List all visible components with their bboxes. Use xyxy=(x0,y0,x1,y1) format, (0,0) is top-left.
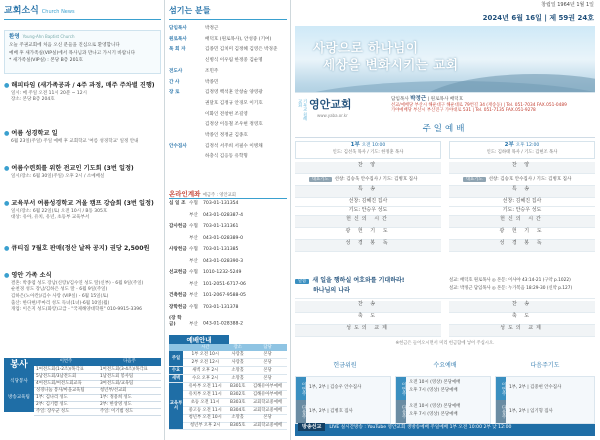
table-row: 2부: 김기쁨 성도 2부: 한상영 성도 xyxy=(34,401,161,408)
wednesday-service: 이번주 다음주 오전 10시 (영상) 본당예배 오후 7시 (영상) 본당예배 오전 10시 (영상) 본당예배 오후 7시 (영상) 본당예배 xyxy=(395,376,491,424)
order-item: 특 송 xyxy=(295,186,441,198)
service-guide-table xyxy=(169,344,287,430)
order-item: 기도: 안승우 성도 xyxy=(295,207,441,216)
account-type: 감사헌금 xyxy=(169,224,187,229)
staff-row xyxy=(169,47,287,53)
account-number: 101-2051-6717-06 xyxy=(203,281,246,287)
broadcast-bar xyxy=(295,424,595,436)
table-cell: 소망홀 xyxy=(227,367,248,375)
order-detail: 선창: 김승호 안수집사 / 기도: 김병호 집사 xyxy=(488,177,572,182)
staff-row xyxy=(169,112,287,118)
account-number: 703-01-131378 xyxy=(203,304,239,310)
staff-role: 안수집사 xyxy=(169,143,187,149)
table-cell: 본당 xyxy=(248,375,287,383)
church-news-header xyxy=(4,6,161,20)
table-cell: 교회학교중예배 xyxy=(248,422,287,430)
order-item: 찬 양 xyxy=(449,162,595,174)
address-line: 선교/예배당 부산시 해운대구 해운대로 79번길 34 (재송동) | Tel. 051-7034 FAX.051-0489 xyxy=(391,102,567,108)
news-item-line: 순천경 성도 장남/김하은 성도 딸 - 6월 9일(주일) xyxy=(11,287,108,293)
events-header: 헌금위원 수요예배 다음주기도 xyxy=(333,362,560,369)
table-header: 시간 xyxy=(183,344,227,351)
table-row: 5남전도회/3남전도회 1남전도회 봉사팀 xyxy=(34,373,161,380)
bulletin-front xyxy=(291,0,600,440)
staff-row xyxy=(169,154,287,160)
bank-name: 부산 xyxy=(189,293,198,298)
table-cell: 본당 xyxy=(248,414,287,422)
news-item: ● 해피타임 (새가족공과 / 4주 과정, 매주 주차별 진행) 일시: 매 주일 오전 11시 20분 ~ 12시 장소: 본당 B층 204호 xyxy=(4,82,161,103)
account-number: 043-01-028390-3 xyxy=(203,258,244,264)
staff-row xyxy=(169,122,287,128)
welcome-box xyxy=(4,30,161,74)
table-row xyxy=(169,367,287,375)
service-1-header: 1부 오전 10:00 인도: 김선욱 목사 / 기도: 한정훈 목사 xyxy=(295,141,441,159)
news-item-line: 출산: 한다현/주마리 성도 득녀(1녀)-6월 10일(월) xyxy=(11,300,110,306)
volunteer-title: 봉사 xyxy=(10,360,28,370)
order-of-worship-2 xyxy=(449,162,595,252)
table-cell: 김해유아부예배 xyxy=(248,390,287,398)
staff-row xyxy=(169,69,287,75)
order-item: 성 경 봉 독 xyxy=(449,240,595,252)
table-cell: 김해유아부예배 xyxy=(248,383,287,391)
contact-info: 담임목사 박정근 | 원로목사 배덕호 선교/예배당 부산시 해운대구 해운대로 79번길 34 (재송동) | Tel. 051-7034 FAX.051-0489 가야예배당 부산시 부산진구 가야대로 531 | Tel. 051-7135 FAX.051-9278 xyxy=(389,92,595,122)
order-prayer-row xyxy=(295,174,441,186)
order-prayer-row xyxy=(449,174,595,186)
account-type: 십 일 조 xyxy=(169,201,186,206)
broadcast-label: 방송선교 xyxy=(298,423,325,431)
table-cell: 청년부 오후 2시 xyxy=(183,422,227,430)
table-cell: 2부 오전 12시 xyxy=(183,359,227,367)
bank-name: 수협 xyxy=(189,224,198,229)
news-item-title: 큐티집 7월호 판매(정산 날짜 공지) 권당 2,500원 xyxy=(11,245,150,252)
account-type: 장학헌금 xyxy=(169,304,187,310)
account-row xyxy=(169,224,287,230)
staff-row xyxy=(169,144,287,150)
church-denomination: 기독교 침례교회 xyxy=(298,99,308,121)
account-holder: 예금주 : 영안교회 xyxy=(202,193,236,198)
table-row xyxy=(169,390,287,398)
staff-names: 김정상 이동철 조우현 정영호 xyxy=(205,122,263,128)
news-item-title: 교육부서 여름성경학교 겨울 캠프 강습회 (3번 일정) xyxy=(11,200,154,207)
account-number: 043-01-028389-0 xyxy=(203,235,244,241)
staff-title: 섬기는 분들 xyxy=(169,6,287,20)
bank-name: 부산 xyxy=(189,281,198,287)
account-row xyxy=(169,247,287,253)
service-group: 교육부서 xyxy=(169,383,183,430)
account-number: 703-01-131354 xyxy=(203,201,239,206)
staff-names: 신병식 이우림 한정중 김순명 xyxy=(205,58,263,64)
broadcast-text[interactable]: LIVE 실시간방송 : YouTube 영안교회 생방송예배 주일예배 1부 오전 10:00 2부 낮 12:00 xyxy=(329,425,512,430)
sermon-pill: 말씀 xyxy=(295,279,309,284)
offering-note: ※헌금은 들어오시면서 미리 헌금함에 넣어 주십시오. xyxy=(395,341,495,346)
account-number: 703-01-131385 xyxy=(203,247,239,252)
welcome-line: 오늘 주권교회에 처음 오신 분들을 진심으로 환영합니다 xyxy=(9,42,120,48)
order-detail: 선창: 김승욱 안수집사 / 기도: 김병호 집사 xyxy=(334,177,418,182)
staff-role: 담임목사 xyxy=(169,26,187,31)
service-group: 새벽 xyxy=(169,375,183,383)
bank-name: 부산 xyxy=(189,321,198,327)
table-cell: 본당 xyxy=(248,359,287,367)
staff-row xyxy=(169,58,287,64)
table-cell: 교회학교중예배 xyxy=(248,406,287,414)
order-item: 광 헌 기 도 xyxy=(295,228,441,240)
table-cell: B305호 xyxy=(227,422,248,430)
volunteer-group: 식당봉사 xyxy=(10,379,28,385)
news-item: ● 여름 성경학교 일 6월 23일(주일) 주일 예배 후 교회학교 '여름 성경학교' 일정 안내 xyxy=(4,130,161,144)
table-cell: 교회학교중예배 xyxy=(248,398,287,406)
bank-name: 수협 xyxy=(189,201,198,206)
staff-names: 박정근 xyxy=(205,26,219,31)
volunteer-group: 방송교육팀 xyxy=(8,394,30,400)
volunteer-table xyxy=(34,358,161,416)
news-item-title: 영안 가족 소식 xyxy=(11,272,52,279)
bank-name: 수협 xyxy=(189,304,198,310)
closing-order-2: 찬 송 축 도 성도의 교제 xyxy=(449,301,595,337)
news-item: ● 큐티집 7월호 판매(정산 날짜 공지) 권당 2,500원 xyxy=(4,245,150,252)
staff-names: 조민주 xyxy=(205,68,219,74)
table-cell: 사랑홀 xyxy=(227,359,248,367)
table-row xyxy=(169,359,287,367)
closing-order-1: 찬 송 축 도 성도의 교제 xyxy=(295,301,441,337)
order-pill: 대표기도 xyxy=(463,177,486,182)
news-item-line: 일시: 매 주일 오전 11시 20분 ~ 12시 xyxy=(11,90,87,96)
table-cell: 초등 오전 11시 xyxy=(183,398,227,406)
table-cell: 본당 xyxy=(248,367,287,375)
address-line: 가야예배당 부산시 부산진구 가야대로 531 | Tel. 051-7135 FAX.051-9278 xyxy=(391,108,536,114)
bank-name: 부산 xyxy=(189,258,198,264)
staff-names: 이화인 전창현 조길영 xyxy=(205,111,248,117)
church-name: 영안교회 xyxy=(309,98,352,111)
service-group: 주일 xyxy=(169,351,183,367)
welcome-heading: 환영 xyxy=(9,34,20,40)
next-week-prayer: 이번주 다음주 1부, 2부 | 김중현 안수집사 1부, 2부 | 임기형 집사 xyxy=(495,376,595,424)
sermon-title-2: 하나님의 나라 xyxy=(313,286,350,294)
staff-names: 김정석 서주희 서필수 이병채 xyxy=(205,143,263,149)
church-news-column xyxy=(0,0,165,440)
bank-name: 부산 xyxy=(189,212,198,218)
offering-committee: 이번주 다음주 1부, 2부 | 김승우 안수집사 1부, 2부 | 김병호 집사 xyxy=(295,376,391,424)
account-type: 사랑헌금 xyxy=(169,247,187,252)
staff-row xyxy=(169,133,287,139)
news-item-line: 개업: 이은지 성도(화랑)고급 - "국제해양대학원" 010-9915-3396 xyxy=(11,307,142,313)
online-account-title: 온라인계좌 xyxy=(169,190,201,198)
order-item: 특 송 xyxy=(449,186,595,198)
table-row xyxy=(169,414,287,422)
table-cell: 1부 오전 10시 xyxy=(183,351,227,359)
staff-role: 간 사 xyxy=(169,79,180,85)
account-row xyxy=(169,213,287,219)
bank-name: 수협 xyxy=(189,270,198,275)
volunteer-header xyxy=(4,358,34,412)
news-item-title: 여름 성경학교 일 xyxy=(11,130,58,137)
welcome-line: * 새가족실(VIP실) : 본당 B층 201호 xyxy=(9,58,83,64)
order-item: 기도: 안승우 성도 xyxy=(449,207,595,216)
staff-names: 김종민 김치미 김정혜 김영은 박경준 xyxy=(205,47,278,53)
worship-title: 주일예배 xyxy=(295,124,595,138)
table-row: 1부: 김나리 성도 1부: 정용희 성도 xyxy=(34,394,161,401)
table-cell: B302호 xyxy=(227,390,248,398)
table-header: 이번주 xyxy=(34,358,98,366)
account-row xyxy=(169,305,287,311)
sermon-block xyxy=(295,275,595,299)
banner-slogan: 사랑으로 하나님이 세상을 변화시키는 교회 xyxy=(313,40,459,72)
staff-role: 전도사 xyxy=(169,68,183,74)
staff-row xyxy=(169,80,287,86)
issue-info: 2024년 6월 16일 | 제 59권 24호 xyxy=(482,14,594,22)
order-item: 선창: 김혜진 집사 xyxy=(449,198,595,207)
account-row xyxy=(169,259,287,265)
sermon-title: 새 일을 행하실 여호와를 기대하라! xyxy=(312,277,405,284)
account-row xyxy=(169,293,287,299)
table-cell: 중고등 오전 11시 xyxy=(183,406,227,414)
table-cell: B301호 xyxy=(227,383,248,391)
table-row xyxy=(169,375,287,383)
news-item: ● 영안 가족 소식 결혼: 박종엽 성도 장남(신랑)/김수연 성도 딸(신부) - 6월 9일(주일) 순천경 성도 장남/김하은 성도 딸 - 6월 9일(주일) 김하은(노아칸)/김수 사랑 (VIP실) - 6월 15일(토) 출산: 한다현/주마리 성도 득녀(1녀)-6월 10일(월) 개업: 이은지 성도(화랑)고급 - "국제해양대학원" 010-9915-3396 xyxy=(4,272,161,313)
account-number: 043-01-028387-4 xyxy=(203,212,244,218)
table-cell: 사랑홀 xyxy=(227,351,248,359)
staff-names: 박종인 정정균 김종호 xyxy=(205,133,248,138)
news-item-line: 김하은(노아칸)/김수 사랑 (VIP실) - 6월 15일(토) xyxy=(11,294,109,299)
table-cell: 소망홀 xyxy=(227,375,248,383)
news-item: ● 교육부서 여름성경학교 겨울 캠프 강습회 (3번 일정) 일시/장소: 6월 22일(토) 오전 10시 / B동 305호 대상: 유아, 유치, 유년, 초등부 교육부서 xyxy=(4,200,161,221)
staff-role: 목 회 자 xyxy=(169,47,186,53)
staff-row xyxy=(169,101,287,107)
order-item: 성 경 봉 독 xyxy=(295,240,441,252)
online-account-header xyxy=(169,190,287,199)
table-cell: 유치부 오전 11시 xyxy=(183,390,227,398)
account-row xyxy=(169,282,287,288)
account-number: 703-01-131361 xyxy=(203,224,239,229)
table-cell: 소망홀 xyxy=(227,414,248,422)
order-pill: 대표기도 xyxy=(309,177,332,182)
staff-role: 원로목사 xyxy=(169,36,187,42)
news-item: ● 여름수련회를 위한 전교인 기도회 (3번 일정) 일시/장소: 6월 30일(주일) 오후 2시 / 소예배실 xyxy=(4,165,161,179)
news-item-line: 일시/장소: 6월 30일(주일) 오후 2시 / 소예배실 xyxy=(11,173,105,179)
table-row xyxy=(169,383,287,391)
account-row xyxy=(169,316,287,327)
table-row: 주일: 장우군 성도 주일: 이기범 성도 xyxy=(34,408,161,415)
bank-name: 부산 xyxy=(189,235,198,241)
table-cell: 청년부 오전 10시 xyxy=(183,414,227,422)
news-item-line: 장소: 본당 B층 204호 xyxy=(11,97,55,103)
account-type: 선교헌금 xyxy=(169,270,187,275)
table-cell: 새벽 오후 2시 xyxy=(183,367,227,375)
table-cell: 수요 오후 2시 xyxy=(183,375,227,383)
account-number: 101-2067-9588-05 xyxy=(203,293,246,298)
order-item: 찬 양 xyxy=(295,162,441,174)
account-row xyxy=(169,236,287,242)
account-number: 043-01-028388-2 xyxy=(203,321,244,327)
account-number: 1010-1232-5249 xyxy=(203,270,242,275)
staff-names: 김정영 백석훈 안창술 양영광 xyxy=(205,90,263,96)
account-row xyxy=(169,201,287,207)
news-item-line: 6월 23일(주일) 주일 예배 후 교회학교 '여름 성경학교' 일정 안내 xyxy=(11,138,139,144)
order-item: 헌신의 시간 xyxy=(449,216,595,228)
table-row xyxy=(169,406,287,414)
table-header: 담당 xyxy=(248,344,287,351)
church-logo xyxy=(295,92,389,122)
staff-names: 하충식 김응동 유학형 xyxy=(205,154,248,160)
sermon-meta: 설교: 박정근 담임목사 ◎ 본문: 누가복음 18:29-30 (신약 p.127) xyxy=(449,286,573,292)
news-item-line: 결혼: 박종엽 성도 장남(신랑)/김수연 성도 딸(신부) - 6월 9일(주일) xyxy=(11,280,144,286)
order-of-worship-1 xyxy=(295,162,441,252)
table-cell: B303호 xyxy=(227,398,248,406)
table-cell: B304호 xyxy=(227,406,248,414)
staff-column xyxy=(165,0,291,440)
service-group: 수요 xyxy=(169,367,183,375)
account-type: 건축헌금 xyxy=(169,293,187,298)
church-news-subtitle: Church News xyxy=(41,9,75,15)
staff-role: 장 로 xyxy=(169,90,180,96)
news-item-line: 일시/장소: 6월 22일(토) 오전 10시 / B동 305호 xyxy=(11,208,108,214)
table-header: 장소 xyxy=(227,344,248,351)
table-row xyxy=(169,422,287,430)
established-date: 창립일 1964년 1월 1일 xyxy=(541,2,594,8)
welcome-subtitle: Young-Ahn Baptist Church xyxy=(22,34,75,39)
table-row: 4여전도회/여전도회교육 3여전도회/교육팀 xyxy=(34,380,161,387)
staff-row xyxy=(169,37,287,43)
table-row: 1여전도회(1-2조)/목각표 1여전도회(3-4조)/목각표 xyxy=(34,366,161,373)
order-item: 헌신의 시간 xyxy=(295,216,441,228)
account-row xyxy=(169,270,287,276)
table-row: 성경나눔 봉사/마을교육팀 청년부/선교회 xyxy=(34,387,161,394)
table-header xyxy=(169,344,183,351)
order-item: 광 헌 기 도 xyxy=(449,228,595,240)
account-type: (장 학 금) xyxy=(169,316,182,327)
staff-row xyxy=(169,90,287,96)
news-item-title: 해피타임 (새가족공과 / 4주 과정, 매주 주차별 진행) xyxy=(11,82,155,89)
church-news-title: 교회소식 xyxy=(4,6,39,16)
table-row xyxy=(169,398,287,406)
staff-row xyxy=(169,26,287,32)
sermon-meta: 설교: 배덕호 원로목사 ◎ 본문: 이사야 43:14-21 (구약 p.1022) xyxy=(449,278,571,283)
order-item: 선창: 김혜진 집사 xyxy=(295,198,441,207)
church-url[interactable]: www.yaba.or.kr xyxy=(317,113,348,118)
bank-name: 수협 xyxy=(189,247,198,252)
service-guide-title: 예배안내 xyxy=(169,335,229,345)
table-header: 다음주 xyxy=(98,358,161,366)
service-2-header: 2부 오후 12:00 인도: 김하태 목사 / 기도: 김현조 목사 xyxy=(449,141,595,159)
welcome-line: 예배 후 새가족실(VIP실)에서 목사님과 만나고 가시기 바랍니다 xyxy=(9,50,136,56)
staff-names: 배덕호 (원로목사), 안성중 (기여) xyxy=(205,36,272,42)
news-item-title: 여름수련회를 위한 전교인 기도회 (3번 일정) xyxy=(11,165,134,172)
table-row xyxy=(169,351,287,359)
news-item-line: 대상: 유아, 유치, 유년, 초등부 교육부서 xyxy=(11,215,90,221)
pastor-name: 박정근 xyxy=(410,96,427,102)
staff-names: 권달호 김정규 안경모 이기호 xyxy=(205,100,263,106)
table-cell: 본당 xyxy=(248,351,287,359)
staff-names: 박종민 xyxy=(205,79,219,85)
table-cell: 유아부 오전 11시 xyxy=(183,383,227,391)
